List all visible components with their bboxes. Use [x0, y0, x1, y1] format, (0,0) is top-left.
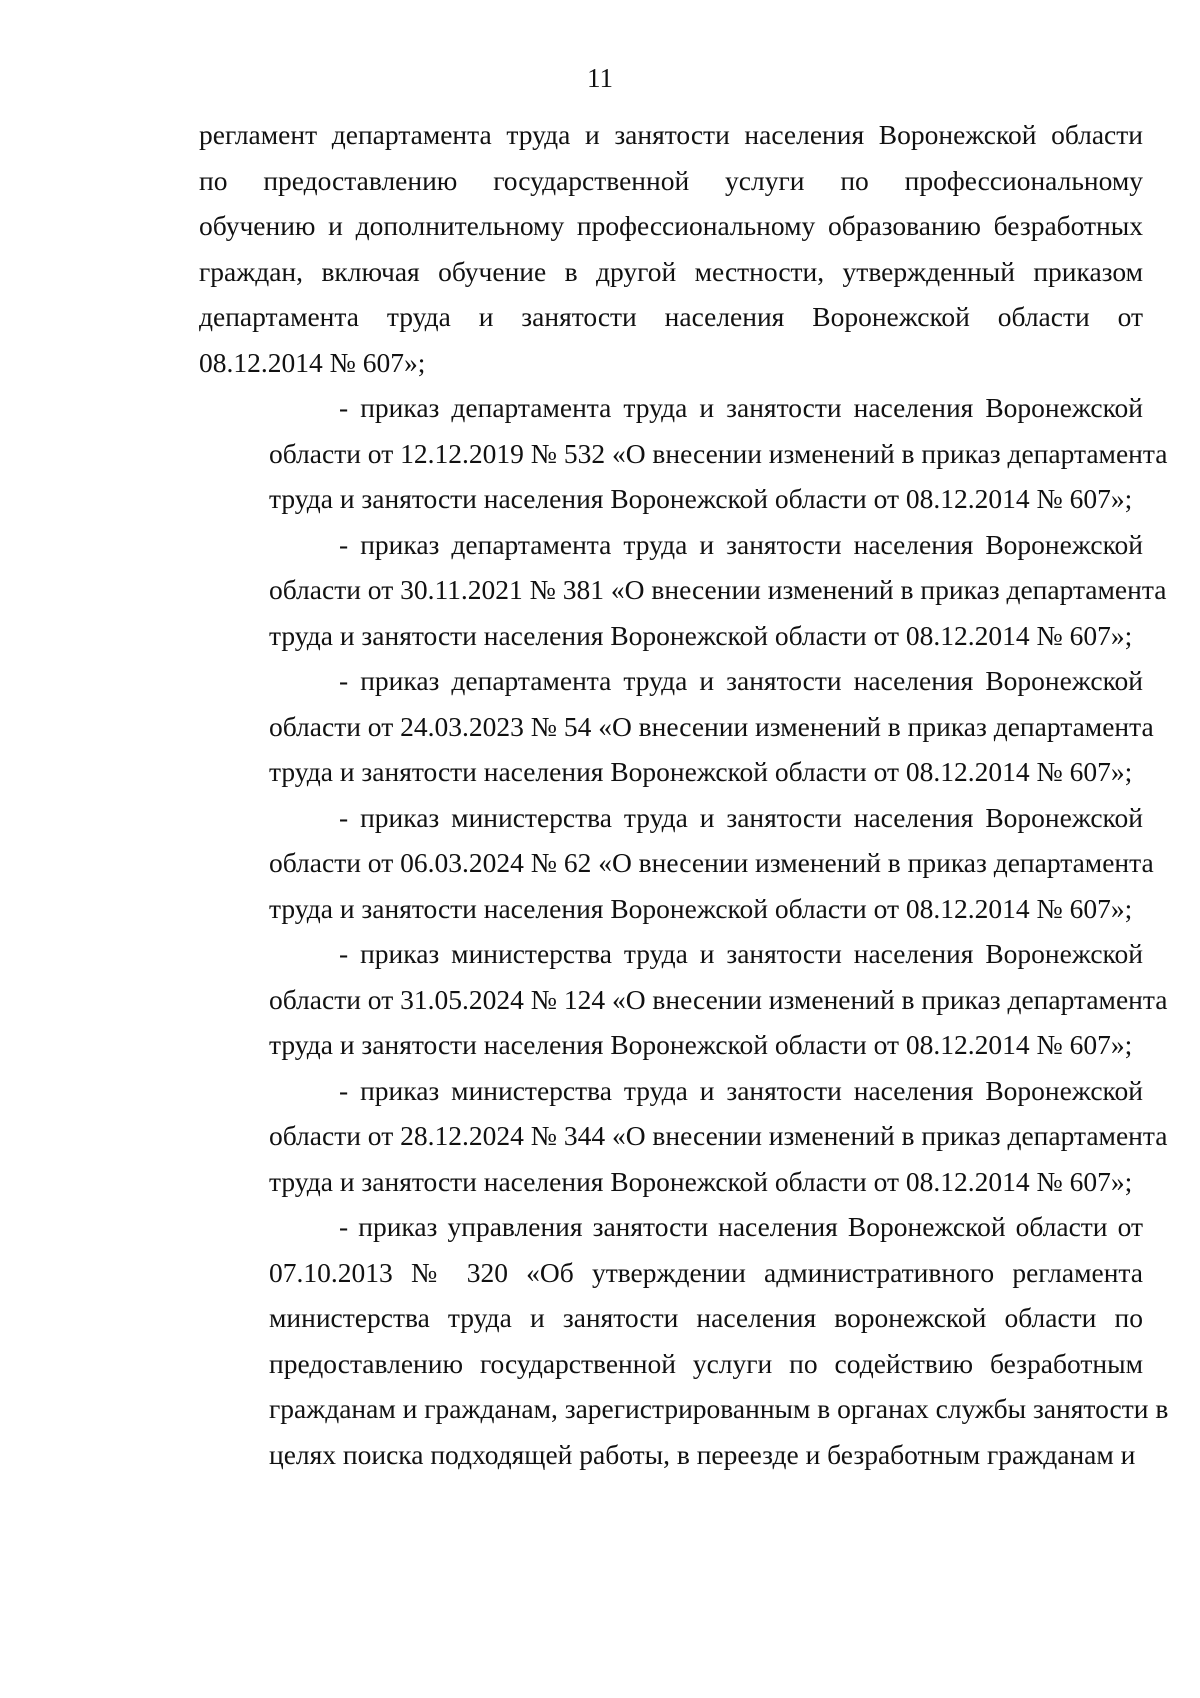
text-line: департамента труда и занятости населения Воронежской области от — [199, 301, 1143, 332]
text-line: граждан, включая обучение в другой местности, утвержденный приказом — [199, 255, 1143, 287]
text-line: области от 24.03.2023 № 54 «О внесении изменений в приказ департамента — [269, 710, 1154, 742]
text-line: области от 30.11.2021 № 381 «О внесении изменений в приказ департамента — [269, 574, 1167, 605]
text-line: целях поиска подходящей работы, в переезде и безработным гражданам и — [269, 1438, 1136, 1470]
paragraph — [199, 931, 1168, 1068]
text-line: области от 28.12.2024 № 344 «О внесении изменений в приказ департамента — [269, 1120, 1168, 1151]
paragraph — [199, 658, 1154, 795]
text-line: - приказ департамента труда и занятости населения Воронежской — [339, 665, 1143, 696]
paragraph — [199, 1204, 1169, 1477]
text-line: области от 31.05.2024 № 124 «О внесении изменений в приказ департамента — [269, 983, 1168, 1015]
text-line: - приказ министерства труда и занятости населения Воронежской — [339, 938, 1143, 969]
page-number: 11 — [587, 63, 613, 93]
text-line: - приказ департамента труда и занятости населения Воронежской — [339, 528, 1143, 560]
text-line: труда и занятости населения Воронежской области от 08.12.2014 № 607»; — [269, 483, 1133, 514]
text-line: предоставлению государственной услуги по содействию безработным — [269, 1347, 1143, 1379]
text-line: труда и занятости населения Воронежской области от 08.12.2014 № 607»; — [269, 1029, 1133, 1060]
paragraph — [199, 522, 1167, 659]
document-body — [199, 112, 1169, 1477]
text-line: гражданам и гражданам, зарегистрированным в органах службы занятости в — [269, 1393, 1169, 1424]
paragraph — [199, 795, 1154, 932]
text-line: труда и занятости населения Воронежской области от 08.12.2014 № 607»; — [269, 619, 1133, 651]
text-line: труда и занятости населения Воронежской области от 08.12.2014 № 607»; — [269, 756, 1133, 787]
text-line: - приказ министерства труда и занятости населения Воронежской — [339, 1074, 1143, 1106]
paragraph — [199, 1068, 1168, 1205]
text-line: 08.12.2014 № 607»; — [199, 346, 426, 378]
text-line: труда и занятости населения Воронежской области от 08.12.2014 № 607»; — [269, 1165, 1133, 1197]
paragraph — [199, 385, 1168, 522]
text-line: - приказ министерства труда и занятости населения Воронежской — [339, 801, 1143, 833]
text-line: министерства труда и занятости населения воронежской области по — [269, 1302, 1143, 1333]
text-line: 07.10.2013 № 320 «Об утверждении административного регламента — [269, 1256, 1143, 1288]
text-line: области от 06.03.2024 № 62 «О внесении изменений в приказ департамента — [269, 847, 1154, 878]
text-line: труда и занятости населения Воронежской области от 08.12.2014 № 607»; — [269, 892, 1133, 924]
text-line: обучению и дополнительному профессиональному образованию безработных — [199, 210, 1143, 241]
text-line: - приказ департамента труда и занятости населения Воронежской — [339, 392, 1143, 423]
text-line: по предоставлению государственной услуги по профессиональному — [199, 164, 1143, 196]
text-line: регламент департамента труда и занятости населения Воронежской области — [199, 119, 1143, 150]
text-line: области от 12.12.2019 № 532 «О внесении изменений в приказ департамента — [269, 437, 1168, 469]
text-line: - приказ управления занятости населения Воронежской области от — [339, 1211, 1143, 1242]
paragraph — [199, 112, 1143, 385]
